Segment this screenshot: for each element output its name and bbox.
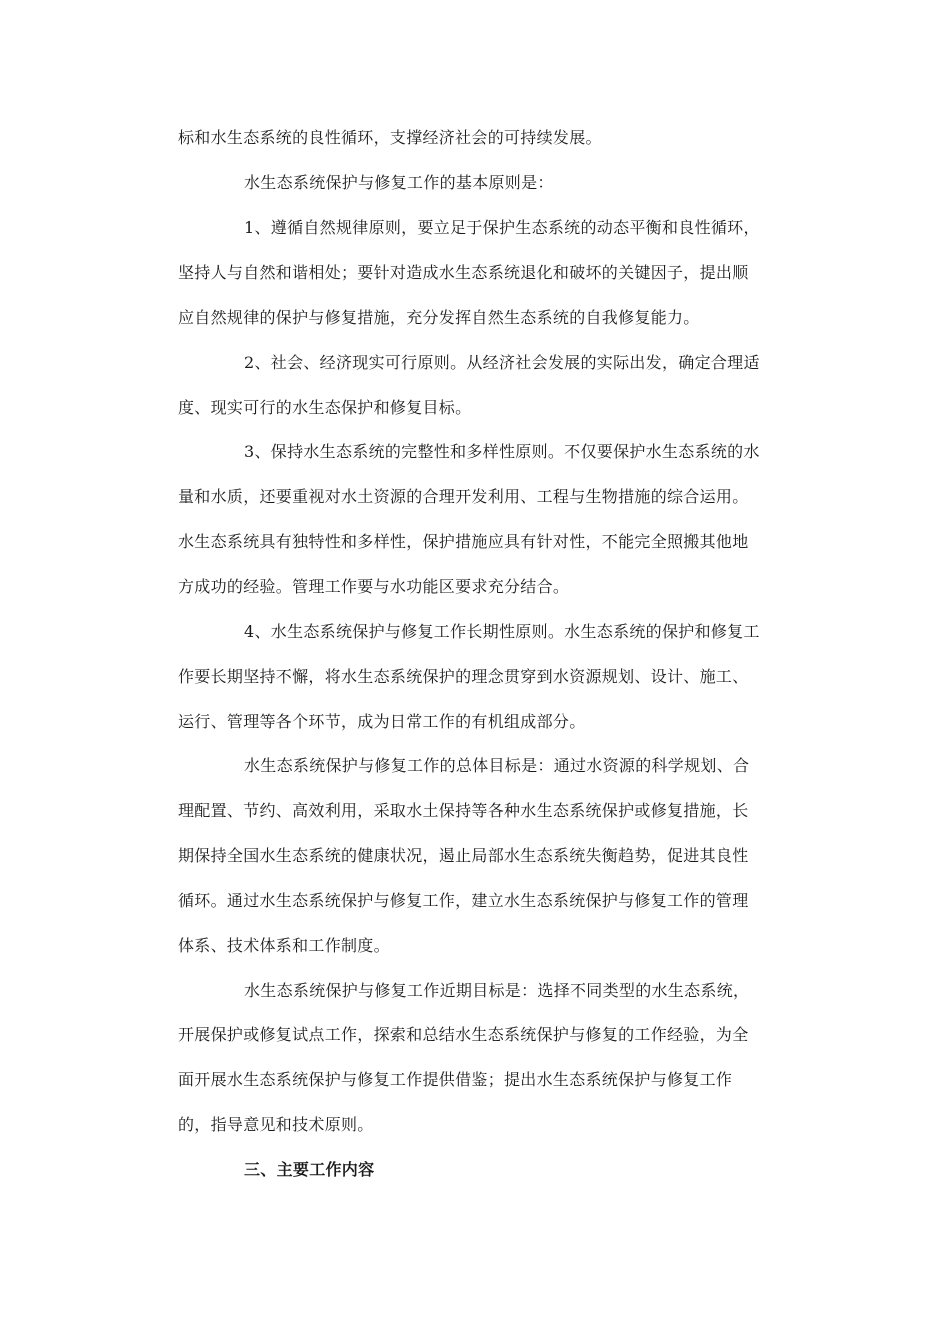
text-line: 方成功的经验。管理工作要与水功能区要求充分结合。	[178, 577, 570, 596]
text-line: 期保持全国水生态系统的健康状况，遏止局部水生态系统失衡趋势，促进其良性	[178, 846, 749, 865]
text-line: 水生态系统保护与修复工作近期目标是：选择不同类型的水生态系统，	[244, 981, 750, 1000]
text-line: 4、水生态系统保护与修复工作长期性原则。水生态系统的保护和修复工	[244, 622, 760, 641]
text-line: 水生态系统保护与修复工作的基本原则是：	[244, 173, 554, 192]
text-line: 作要长期坚持不懈，将水生态系统保护的理念贯穿到水资源规划、设计、施工、	[178, 667, 749, 686]
text-line: 1、遵循自然规律原则，要立足于保护生态系统的动态平衡和良性循环，	[244, 218, 760, 237]
text-line: 2、社会、经济现实可行原则。从经济社会发展的实际出发，确定合理适	[244, 353, 760, 372]
text-line: 面开展水生态系统保护与修复工作提供借鉴；提出水生态系统保护与修复工作	[178, 1070, 733, 1089]
text-line: 量和水质，还要重视对水土资源的合理开发利用、工程与生物措施的综合运用。	[178, 487, 749, 506]
text-line: 水生态系统具有独特性和多样性，保护措施应具有针对性，不能完全照搬其他地	[178, 532, 749, 551]
text-line: 3、保持水生态系统的完整性和多样性原则。不仅要保护水生态系统的水	[244, 442, 760, 461]
text-line: 循环。通过水生态系统保护与修复工作，建立水生态系统保护与修复工作的管理	[178, 891, 749, 910]
text-line: 度、现实可行的水生态保护和修复目标。	[178, 398, 472, 417]
text-line: 体系、技术体系和工作制度。	[178, 936, 390, 955]
text-line: 的，指导意见和技术原则。	[178, 1115, 374, 1134]
text-line: 运行、管理等各个环节，成为日常工作的有机组成部分。	[178, 712, 586, 731]
section-heading: 三、主要工作内容	[244, 1160, 375, 1179]
text-line: 水生态系统保护与修复工作的总体目标是：通过水资源的科学规划、合	[244, 756, 750, 775]
text-line: 理配置、节约、高效利用，采取水土保持等各种水生态系统保护或修复措施，长	[178, 801, 749, 820]
text-line: 坚持人与自然和谐相处；要针对造成水生态系统退化和破坏的关键因子，提出顺	[178, 263, 749, 282]
text-line: 开展保护或修复试点工作，探索和总结水生态系统保护与修复的工作经验，为全	[178, 1025, 749, 1044]
text-line: 标和水生态系统的良性循环，支撑经济社会的可持续发展。	[178, 128, 602, 147]
text-line: 应自然规律的保护与修复措施，充分发挥自然生态系统的自我修复能力。	[178, 308, 700, 327]
